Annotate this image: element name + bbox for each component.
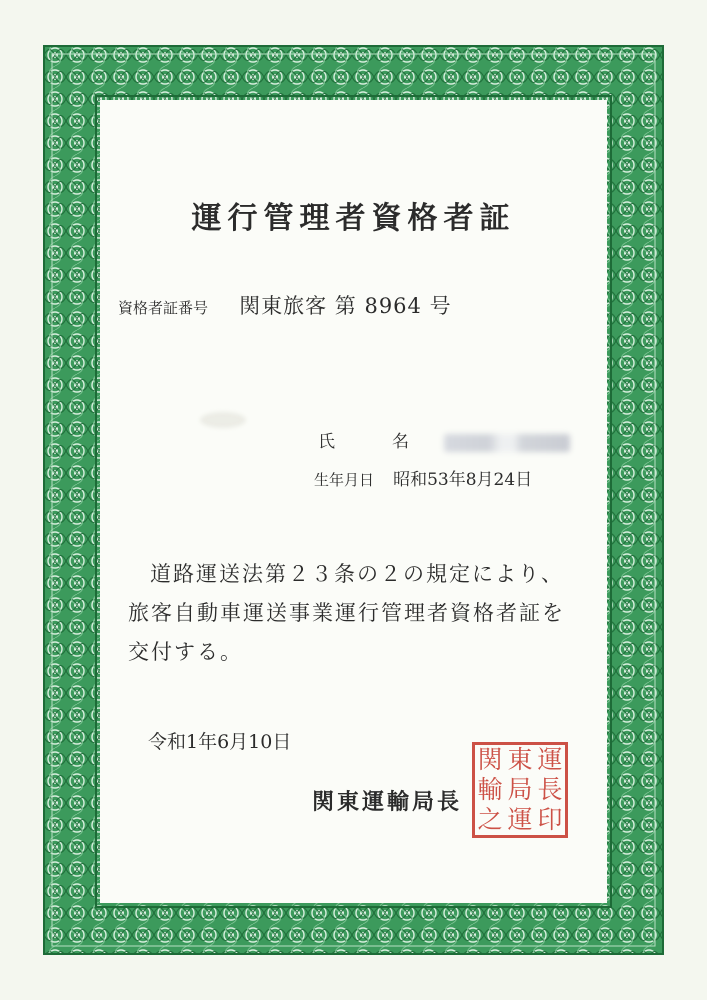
body-line-2: 旅客自動車運送事業運行管理者資格者証を	[128, 601, 565, 625]
seal-char: 印	[537, 805, 563, 834]
seal-char: 輸	[477, 775, 503, 804]
issue-date: 令和1年6月10日	[148, 731, 292, 753]
holder-name-label: 氏 名	[318, 432, 429, 452]
date-of-birth-row	[314, 465, 532, 490]
issuer-name: 関東運輸局長	[312, 789, 463, 815]
certificate-number-label: 資格者証番号	[118, 299, 209, 317]
seal-char: 局	[507, 775, 533, 804]
seal-char: 東	[507, 745, 533, 774]
seal-char: 関	[477, 745, 503, 774]
certificate-number-row	[118, 290, 452, 320]
body-line-1: 道路運送法第２３条の２の規定により、	[150, 562, 564, 586]
certificate-title: 運行管理者資格者証	[191, 201, 516, 236]
date-of-birth-value: 昭和53年8月24日	[393, 470, 533, 490]
holder-name-row	[318, 427, 570, 452]
seal-char: 長	[537, 775, 563, 804]
official-seal-stamp	[472, 742, 568, 838]
certificate-number-value: 関東旅客 第 8964 号	[239, 294, 452, 318]
seal-char: 運	[507, 805, 533, 834]
seal-char: 之	[477, 805, 503, 834]
seal-char: 運	[537, 745, 563, 774]
redacted-name	[444, 434, 570, 452]
paper-stain	[200, 412, 246, 428]
date-of-birth-label: 生年月日	[314, 471, 375, 489]
certificate-body-text	[128, 555, 588, 672]
body-line-3: 交付する。	[128, 640, 243, 664]
